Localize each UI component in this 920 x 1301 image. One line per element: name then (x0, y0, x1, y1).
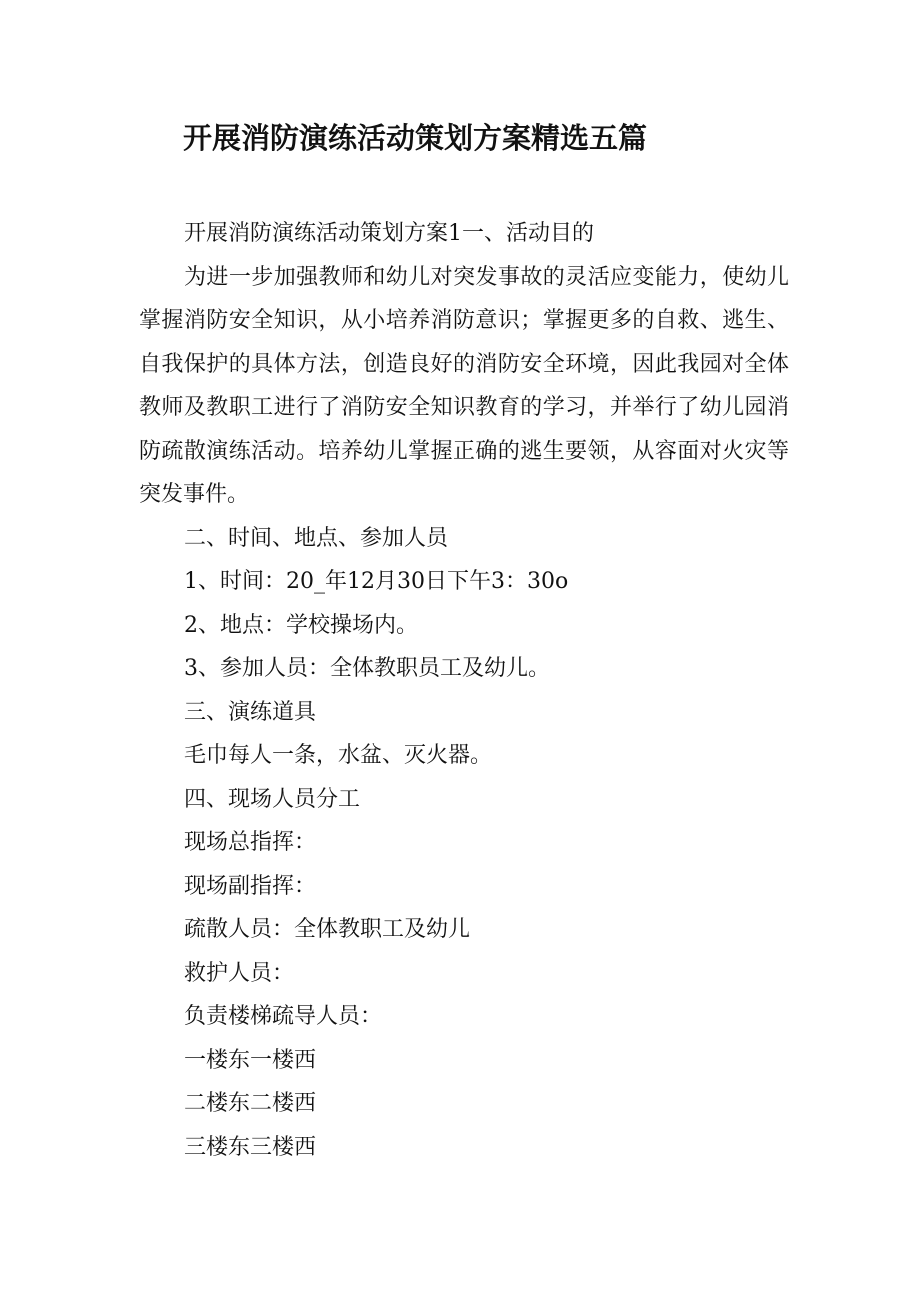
document-title: 开展消防演练活动策划方案精选五篇 (183, 121, 648, 155)
list-item-participants: 3、参加人员：全体教职员工及幼儿。 (184, 656, 550, 681)
role-deputy-commander: 现场副指挥： (184, 873, 317, 899)
role-evacuation: 疏散人员：全体教职工及幼儿 (184, 917, 471, 942)
role-stair-guides: 负责楼梯疏导人员： (184, 1004, 383, 1029)
floor-two: 二楼东二楼西 (184, 1091, 317, 1116)
list-item-time: 1、时间：20_年12月30日下午3：30o (184, 569, 569, 594)
role-commander: 现场总指挥： (184, 830, 317, 855)
role-rescue: 救护人员： (184, 960, 295, 986)
document-body (139, 212, 789, 1169)
section-heading-props: 三、演练道具 (184, 699, 317, 725)
section-intro-heading: 开展消防演练活动策划方案1一、活动目的 (184, 221, 594, 246)
props-list: 毛巾每人一条，水盆、灭火器。 (184, 743, 493, 768)
floor-three: 三楼东三楼西 (184, 1134, 317, 1160)
section-heading-time-place: 二、时间、地点、参加人员 (184, 525, 449, 551)
floor-one: 一楼东一楼西 (184, 1047, 317, 1073)
section-heading-roles: 四、现场人员分工 (184, 786, 361, 812)
purpose-paragraph: 为进一步加强教师和幼儿对突发事故的灵活应变能力，使幼儿掌握消防安全知识，从小培养消防意识；掌握更多的自救、逃生、自我保护的具体方法，创造良好的消防安全环境，因此我园对全体教师及教职工进行了消防安全知识教育的学习，并举行了幼儿园消防疏散演练活动。培养幼儿掌握正确的逃生要领，从容面对火灾等突发事件。 (139, 264, 789, 507)
list-item-location: 2、地点：学校操场内。 (184, 612, 418, 638)
